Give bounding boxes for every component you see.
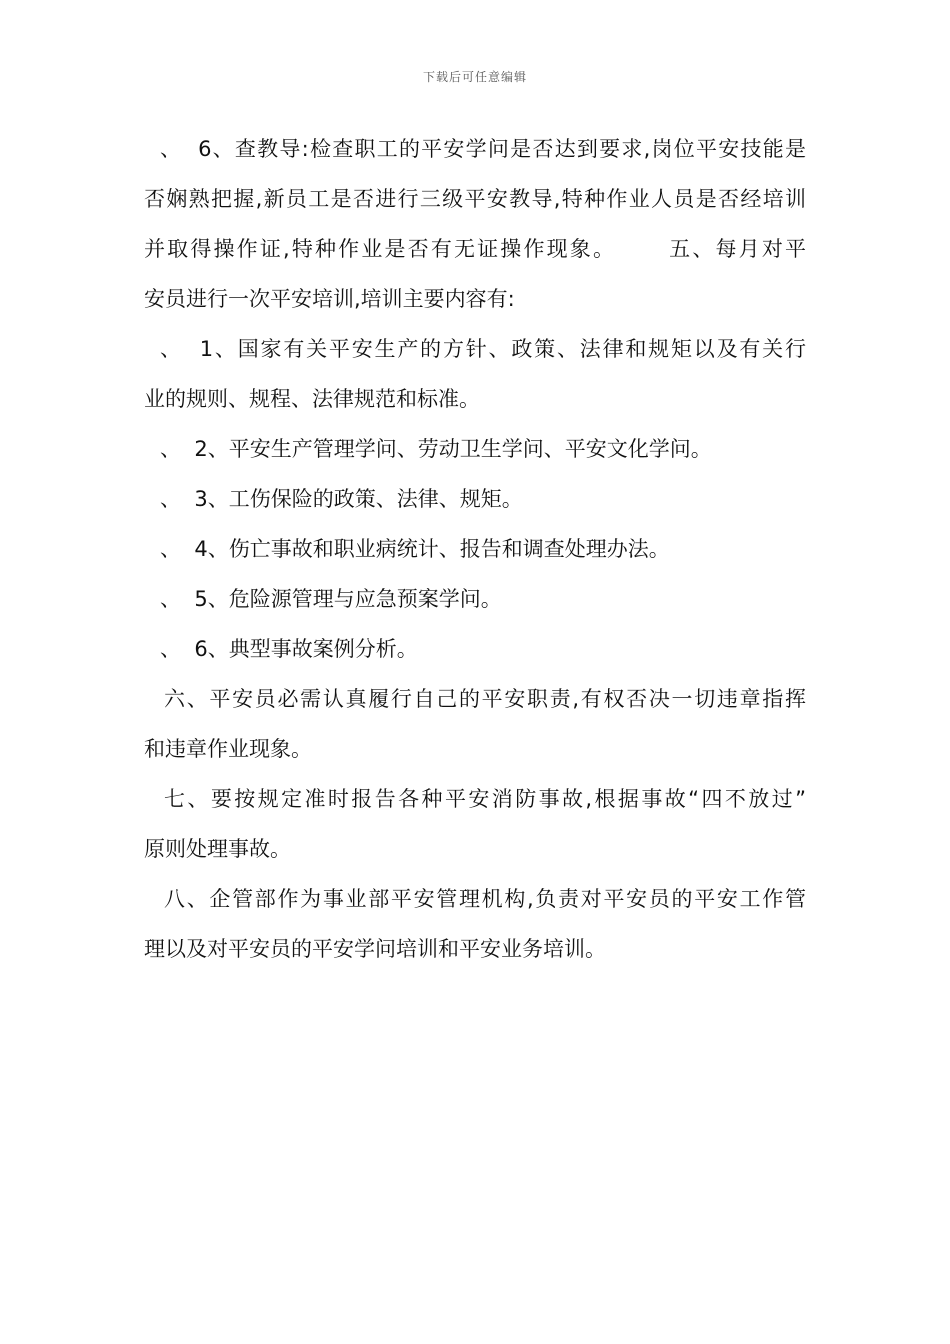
text-line-7: 、 2、平安生产管理学问、劳动卫生学问、平安文化学问。	[160, 437, 712, 461]
text-line-2: 否娴熟把握,新员工是否进行三级平安教导,特种作业人员是否经培训	[144, 187, 806, 211]
text-line-9: 、 4、伤亡事故和职业病统计、报告和调查处理办法。	[160, 537, 670, 561]
text-line-1: 、 6、查教导:检查职工的平安学问是否达到要求,岗位平安技能是	[160, 137, 806, 161]
text-line-10: 、 5、危险源管理与应急预案学问。	[160, 587, 502, 611]
text-line-15: 原则处理事故。	[144, 837, 291, 861]
text-line-12: 六、平安员必需认真履行自己的平安职责,有权否决一切违章指挥	[164, 687, 806, 711]
page-header: 下载后可任意编辑	[422, 70, 527, 84]
text-line-4: 安员进行一次平安培训,培训主要内容有:	[144, 287, 515, 311]
text-line-11: 、 6、典型事故案例分析。	[160, 637, 418, 661]
text-line-16: 八、企管部作为事业部平安管理机构,负责对平安员的平安工作管	[164, 887, 806, 911]
text-line-6: 业的规则、规程、法律规范和标准。	[144, 387, 480, 411]
text-line-5: 、 1、国家有关平安生产的方针、政策、法律和规矩以及有关行	[160, 337, 806, 361]
text-line-17: 理以及对平安员的平安学问培训和平安业务培训。	[144, 937, 606, 961]
text-line-13: 和违章作业现象。	[144, 737, 312, 761]
text-line-3: 并取得操作证,特种作业是否有无证操作现象。 五、每月对平	[144, 237, 806, 261]
text-line-14: 七、要按规定准时报告各种平安消防事故,根据事故“四不放过”	[164, 787, 806, 811]
text-line-8: 、 3、工伤保险的政策、法律、规矩。	[160, 487, 523, 511]
